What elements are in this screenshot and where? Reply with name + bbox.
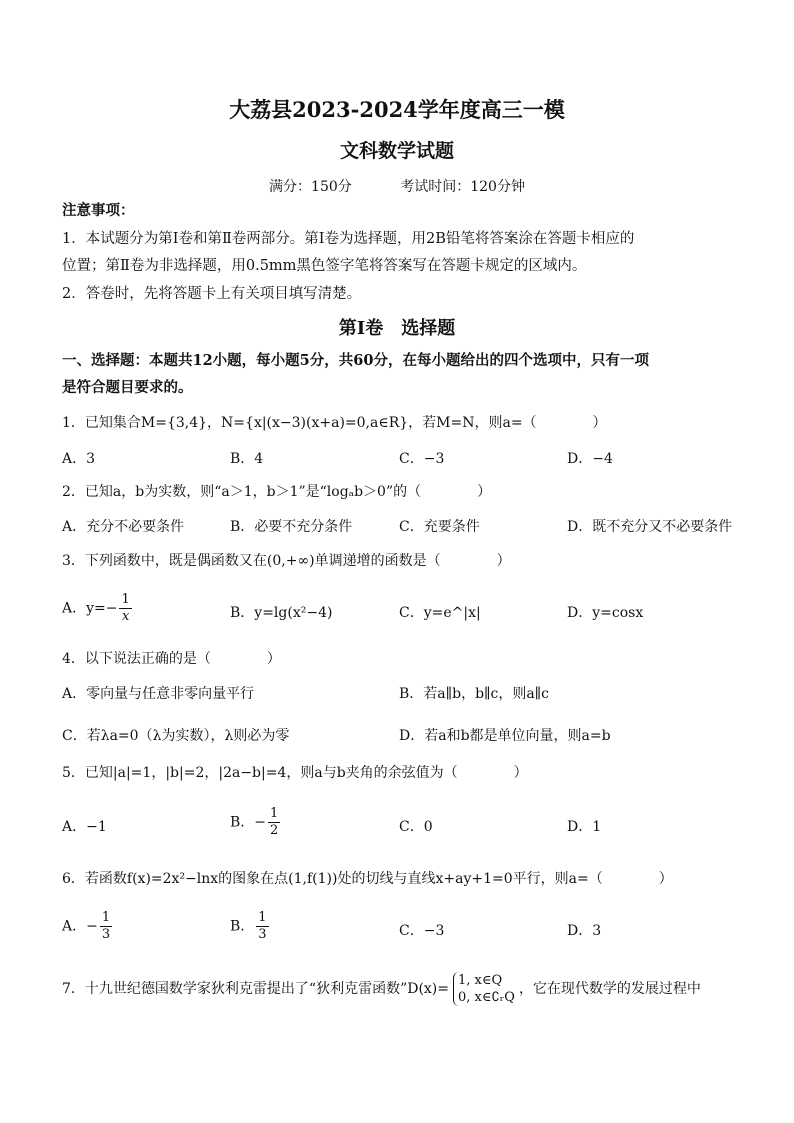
q5-option-b[interactable] <box>230 806 282 839</box>
q5-option-d[interactable]: D．1 <box>567 819 602 835</box>
q3-option-d[interactable]: D．y=cosx <box>567 605 644 621</box>
notes-line-3: 2．答卷时，先将答题卡上有关项目填写清楚。 <box>62 286 362 302</box>
q7-stem-prefix: 7．十九世纪德国数学家狄利克雷提出了“狄利克雷函数”D(x)= <box>62 981 449 997</box>
question-1-options <box>62 448 742 472</box>
exam-subtitle: 文科数学试题 <box>339 140 454 162</box>
q2-option-d[interactable]: D．既不充分又不必要条件 <box>567 519 733 535</box>
q3-a-denominator: x <box>121 609 130 624</box>
q6-option-a-fraction <box>100 910 112 943</box>
question-3-options <box>62 592 742 630</box>
q6-option-b[interactable] <box>230 910 271 943</box>
q6-a-numerator: 1 <box>101 910 111 925</box>
q6-option-a-prefix: A．− <box>62 918 98 935</box>
question-5-options <box>62 806 742 846</box>
question-2-stem: 2．已知a，b为实数，则“a＞1，b＞1”是“logₐb＞0”的（ ） <box>62 484 492 500</box>
q7-case-1: 1, x∈Q <box>458 973 503 988</box>
q2-option-b[interactable]: B．必要不充分条件 <box>230 519 353 535</box>
q3-option-a-prefix: A．y=− <box>62 600 118 617</box>
q2-option-c[interactable]: C．充要条件 <box>399 519 480 535</box>
exam-meta <box>0 176 794 196</box>
section-intro-2: 是符合题目要求的。 <box>62 379 193 396</box>
q5-option-b-fraction <box>268 806 280 839</box>
question-4-options-row2 <box>62 725 742 749</box>
section-title: 第Ⅰ卷 选择题 <box>338 318 456 339</box>
q5-option-b-prefix: B．− <box>230 814 267 831</box>
question-4-options-row1 <box>62 683 742 707</box>
q5-option-a[interactable]: A．−1 <box>62 819 107 835</box>
q4-option-d[interactable]: D．若a和b都是单位向量，则a=b <box>399 728 611 744</box>
question-6-options <box>62 910 742 950</box>
question-2-options <box>62 516 742 540</box>
q6-option-c[interactable]: C．−3 <box>399 923 445 939</box>
notes-line-1: 1．本试题分为第Ⅰ卷和第Ⅱ卷两部分。第Ⅰ卷为选择题，用2B铅笔将答案涂在答题卡相应的 <box>62 231 635 247</box>
question-1-stem: 1．已知集合M={3,4}，N={x|(x−3)(x+a)=0,a∈R}，若M=N，则a=（ ） <box>62 415 607 431</box>
q5-b-numerator: 1 <box>270 806 279 821</box>
q4-option-c[interactable]: C．若λa=0（λ为实数），λ则必为零 <box>62 728 290 744</box>
section-intro-1: 一、选择题：本题共12小题，每小题5分，共60分，在每小题给出的四个选项中，只有一项 <box>62 352 649 369</box>
q6-option-b-fraction <box>256 910 268 943</box>
q4-option-a[interactable]: A．零向量与任意非零向量平行 <box>62 686 255 702</box>
q6-option-d[interactable]: D．3 <box>567 923 602 939</box>
q1-option-c[interactable]: C．−3 <box>399 451 445 467</box>
q6-a-denominator: 3 <box>101 927 111 942</box>
question-3-stem: 3．下列函数中，既是偶函数又在(0,+∞)单调递增的函数是（ ） <box>62 553 511 569</box>
q7-case-2: 0, x∈∁ᵣQ <box>458 990 515 1005</box>
q5-b-denominator: 2 <box>270 823 279 838</box>
notes-line-2: 位置；第Ⅱ卷为非选择题，用0.5mm黑色签字笔将答案写在答题卡规定的区域内。 <box>62 258 587 274</box>
q3-option-b[interactable]: B．y=lg(x²−4) <box>230 605 333 621</box>
full-score: 满分：150分 <box>269 179 352 195</box>
question-5-stem: 5．已知|a|=1，|b|=2，|2a−b|=4，则a与b夹角的余弦值为（ ） <box>62 765 528 781</box>
q6-b-denominator: 3 <box>258 927 267 942</box>
exam-title: 大荔县2023-2024学年度高三一模 <box>229 97 565 122</box>
q6-option-b-prefix: B． <box>230 918 255 935</box>
q3-option-a[interactable] <box>62 592 134 625</box>
q6-b-numerator: 1 <box>258 910 267 925</box>
notes-heading: 注意事项： <box>62 202 135 219</box>
q1-option-a[interactable]: A．3 <box>62 451 96 467</box>
q7-stem-suffix: ，它在现代数学的发展过程中 <box>518 981 701 997</box>
question-4-stem: 4．以下说法正确的是（ ） <box>62 651 281 667</box>
q4-option-b[interactable]: B．若a∥b，b∥c，则a∥c <box>399 686 549 702</box>
question-6-stem: 6．若函数f(x)=2x²−lnx的图象在点(1,f(1))处的切线与直线x+ay+1=0平行，则a=（ ） <box>62 871 673 887</box>
q1-option-b[interactable]: B．4 <box>230 451 264 467</box>
q6-option-a[interactable] <box>62 910 114 943</box>
q7-piecewise-cases <box>453 972 515 1006</box>
q1-option-d[interactable]: D．−4 <box>567 451 613 467</box>
q2-option-a[interactable]: A．充分不必要条件 <box>62 519 185 535</box>
q3-option-a-fraction <box>119 592 131 625</box>
question-7-stem <box>62 972 742 1006</box>
q5-option-c[interactable]: C．0 <box>399 819 433 835</box>
q3-option-c[interactable]: C．y=e^|x| <box>399 605 481 621</box>
q3-a-numerator: 1 <box>121 592 130 607</box>
exam-time: 考试时间：120分钟 <box>400 179 525 195</box>
